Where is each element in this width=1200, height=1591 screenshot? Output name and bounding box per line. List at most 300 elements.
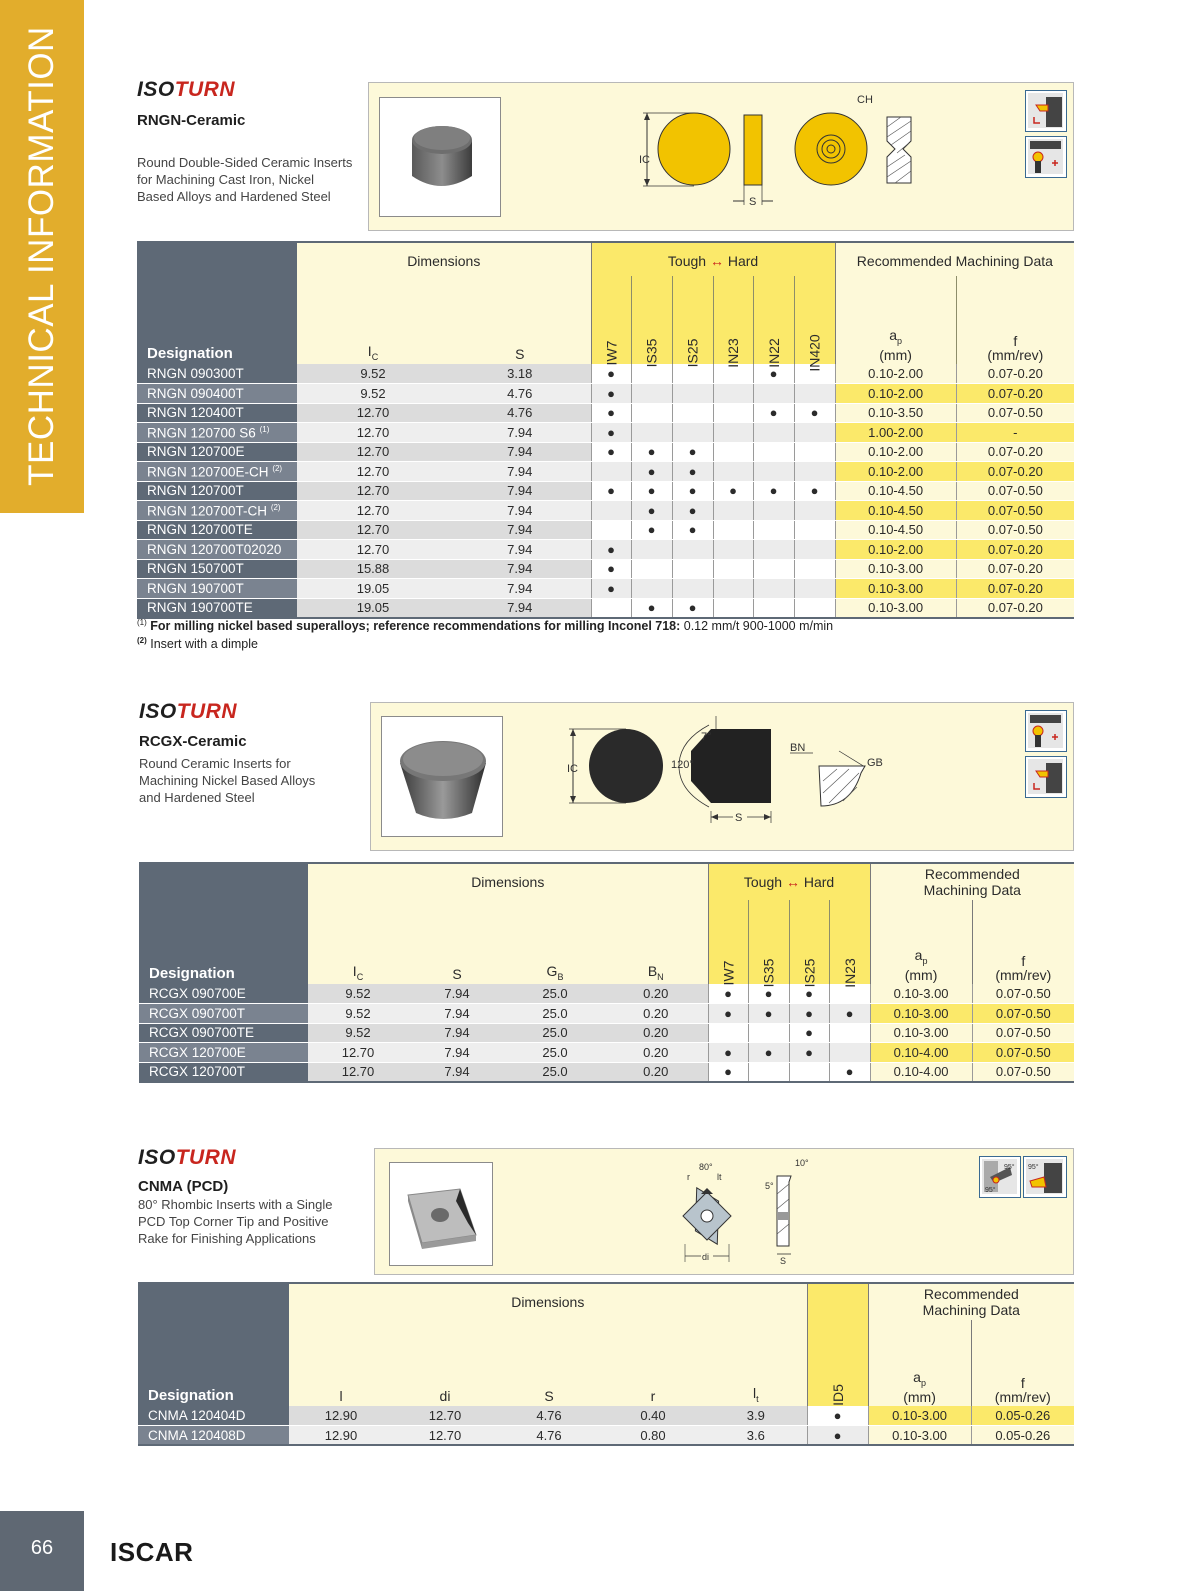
isoturn-logo: ISOTURN xyxy=(138,1146,237,1169)
grade-header: ID5 xyxy=(807,1320,868,1406)
table-row xyxy=(137,501,1074,521)
grade-mark-cell xyxy=(591,462,631,482)
grade-mark-cell: ● xyxy=(829,1062,870,1082)
lt-cell: 3.6 xyxy=(705,1426,807,1446)
grade-mark-cell xyxy=(753,384,794,404)
isoturn-logo: ISOTURN xyxy=(137,78,236,101)
grade-mark-cell: ● xyxy=(807,1406,868,1426)
grade-mark-cell xyxy=(713,442,753,462)
svg-text:120°: 120° xyxy=(671,759,694,771)
ic-cell: 19.05 xyxy=(297,598,449,618)
grade-mark-cell xyxy=(829,1043,870,1063)
grade-mark-cell: ● xyxy=(591,423,631,443)
grade-mark-cell: ● xyxy=(591,540,631,560)
f-cell: 0.07-0.20 xyxy=(956,598,1074,618)
ic-cell: 12.70 xyxy=(308,1043,408,1063)
grade-mark-cell: ● xyxy=(672,501,713,521)
ic-cell: 12.70 xyxy=(297,423,449,443)
ap-cell: 0.10-2.00 xyxy=(835,364,956,384)
ic-cell: 12.70 xyxy=(297,540,449,560)
ap-cell: 0.10-3.00 xyxy=(835,579,956,599)
cnma-dimensions-header: Dimensions xyxy=(289,1283,807,1320)
designation-cell: RCGX 090700TE xyxy=(139,1023,308,1043)
grade-mark-cell: ● xyxy=(753,481,794,501)
ic-cell: 12.70 xyxy=(297,403,449,423)
cnma-image-panel xyxy=(374,1148,1074,1275)
grade-mark-cell xyxy=(631,540,672,560)
svg-text:10°: 10° xyxy=(795,1158,809,1168)
grade-mark-cell: ● xyxy=(708,1043,748,1063)
grade-mark-cell: ● xyxy=(708,1004,748,1024)
rngn-designation-header: Designation xyxy=(137,242,297,364)
grade-mark-cell: ● xyxy=(591,364,631,384)
grade-mark-cell: ● xyxy=(794,403,835,423)
svg-text:95°: 95° xyxy=(1004,1164,1015,1171)
grade-mark-cell: ● xyxy=(672,481,713,501)
grade-mark-cell xyxy=(631,579,672,599)
s-cell: 7.94 xyxy=(449,423,591,443)
f-cell: 0.07-0.20 xyxy=(956,559,1074,579)
cnma-insert-photo xyxy=(389,1162,493,1266)
rcgx-bn-header: $B_N$ xyxy=(604,900,708,984)
grade-mark-cell xyxy=(794,384,835,404)
rngn-table xyxy=(137,241,1074,619)
svg-text:95°: 95° xyxy=(985,1187,996,1194)
grade-mark-cell: ● xyxy=(708,1062,748,1082)
grade-mark-cell: ● xyxy=(789,1023,829,1043)
f-cell: 0.05-0.26 xyxy=(971,1426,1074,1446)
grade-mark-cell: ● xyxy=(789,1043,829,1063)
di-cell: 12.70 xyxy=(393,1406,497,1426)
rcgx-drawing xyxy=(561,711,911,843)
grade-mark-cell: ● xyxy=(672,462,713,482)
grade-mark-cell xyxy=(672,423,713,443)
grade-mark-cell xyxy=(591,598,631,618)
ap-cell: 0.10-4.00 xyxy=(870,1043,972,1063)
grade-mark-cell xyxy=(748,1062,789,1082)
table-row xyxy=(137,481,1074,501)
ap-cell: 0.10-3.00 xyxy=(868,1426,971,1446)
gb-cell: 25.0 xyxy=(506,1023,604,1043)
designation-cell: RNGN 120700T-CH $^{(2)}$ xyxy=(137,501,297,521)
s-cell: 7.94 xyxy=(408,1062,506,1082)
svg-text:80°: 80° xyxy=(699,1162,713,1172)
grade-mark-cell xyxy=(713,501,753,521)
grade-mark-cell: ● xyxy=(631,462,672,482)
grade-mark-cell: ● xyxy=(753,364,794,384)
bn-cell: 0.20 xyxy=(604,1043,708,1063)
ap-cell: 0.10-3.00 xyxy=(870,1004,972,1024)
rcgx-tough-hard-header: Tough ↔ Hard xyxy=(708,863,870,900)
grade-mark-cell xyxy=(753,442,794,462)
f-cell: 0.07-0.50 xyxy=(972,1004,1074,1024)
table-row xyxy=(137,403,1074,423)
grade-mark-cell xyxy=(753,559,794,579)
s-cell: 7.94 xyxy=(408,1043,506,1063)
grade-mark-cell xyxy=(753,598,794,618)
l-cell: 12.90 xyxy=(289,1426,393,1446)
grade-mark-cell: ● xyxy=(631,442,672,462)
designation-cell: RCGX 090700E xyxy=(139,984,308,1004)
grade-mark-cell: ● xyxy=(631,598,672,618)
ap-cell: 0.10-4.50 xyxy=(835,481,956,501)
grade-mark-cell: ● xyxy=(591,559,631,579)
s-cell: 7.94 xyxy=(449,579,591,599)
s-cell: 7.94 xyxy=(408,984,506,1004)
grade-mark-cell: ● xyxy=(591,481,631,501)
table-row xyxy=(137,559,1074,579)
grade-header: IS35 xyxy=(631,276,672,364)
ic-cell: 12.70 xyxy=(297,520,449,540)
ap-cell: 0.10-3.00 xyxy=(870,984,972,1004)
grade-mark-cell: ● xyxy=(794,481,835,501)
grade-mark-cell xyxy=(672,540,713,560)
designation-cell: RNGN 120700T02020 xyxy=(137,540,297,560)
rcgx-title: RCGX-Ceramic xyxy=(139,733,247,750)
rcgx-description: Round Ceramic Inserts for Machining Nickel Based Alloys and Hardened Steel xyxy=(139,756,316,805)
grade-mark-cell: ● xyxy=(748,984,789,1004)
grade-mark-cell xyxy=(591,501,631,521)
grade-mark-cell xyxy=(713,579,753,599)
grade-mark-cell xyxy=(794,520,835,540)
f-cell: 0.07-0.20 xyxy=(956,462,1074,482)
grade-mark-cell: ● xyxy=(807,1426,868,1446)
cnma-ap-header: $a_p$ (mm) xyxy=(868,1320,971,1406)
ap-cell: 1.00-2.00 xyxy=(835,423,956,443)
f-cell: 0.07-0.50 xyxy=(972,984,1074,1004)
ap-cell: 0.10-2.00 xyxy=(835,462,956,482)
grade-mark-cell xyxy=(631,423,672,443)
table-row xyxy=(137,462,1074,482)
designation-cell: RCGX 120700E xyxy=(139,1043,308,1063)
ap-cell: 0.10-3.50 xyxy=(835,403,956,423)
grade-mark-cell xyxy=(789,1062,829,1082)
gb-cell: 25.0 xyxy=(506,1062,604,1082)
ic-cell: 9.52 xyxy=(308,1023,408,1043)
cnma-lt-header: $l_t$ xyxy=(705,1320,807,1406)
rngn-footnote-2: $^{(2)}$ Insert with a dimple xyxy=(137,636,258,652)
table-row xyxy=(138,1406,1074,1426)
grade-mark-cell xyxy=(753,462,794,482)
ap-cell: 0.10-2.00 xyxy=(835,540,956,560)
s-cell: 4.76 xyxy=(497,1426,601,1446)
grade-mark-cell xyxy=(753,423,794,443)
grade-mark-cell: ● xyxy=(708,984,748,1004)
grade-mark-cell xyxy=(753,540,794,560)
designation-cell: RNGN 150700T xyxy=(137,559,297,579)
grade-mark-cell xyxy=(672,384,713,404)
gb-cell: 25.0 xyxy=(506,1004,604,1024)
isoturn-logo: ISOTURN xyxy=(139,700,238,723)
grade-mark-cell xyxy=(631,559,672,579)
svg-text:7°: 7° xyxy=(701,731,712,743)
grade-mark-cell xyxy=(794,423,835,443)
r-cell: 0.40 xyxy=(601,1406,705,1426)
ap-cell: 0.10-4.50 xyxy=(835,520,956,540)
designation-cell: RCGX 120700T xyxy=(139,1062,308,1082)
ic-cell: 12.70 xyxy=(297,462,449,482)
cnma-f-header: f (mm/rev) xyxy=(971,1320,1074,1406)
cnma-s-header: S xyxy=(497,1320,601,1406)
ap-cell: 0.10-2.00 xyxy=(835,384,956,404)
grade-mark-cell: ● xyxy=(672,598,713,618)
grade-mark-cell xyxy=(631,403,672,423)
rngn-ic-header: $I_C$ xyxy=(297,276,449,364)
svg-text:5°: 5° xyxy=(765,1181,774,1191)
grade-mark-cell xyxy=(591,520,631,540)
grade-mark-cell xyxy=(753,501,794,521)
rcgx-dimensions-header: Dimensions xyxy=(308,863,708,900)
rngn-s-header: S xyxy=(449,276,591,364)
svg-text:S: S xyxy=(735,812,743,824)
grade-header: IN420 xyxy=(794,276,835,364)
grade-mark-cell xyxy=(713,384,753,404)
designation-cell: RNGN 120700E-CH $^{(2)}$ xyxy=(137,462,297,482)
svg-text:S: S xyxy=(780,1256,787,1266)
rngn-title: RNGN-Ceramic xyxy=(137,112,246,129)
rngn-f-header: f (mm/rev) xyxy=(956,276,1074,364)
side-label: TECHNICAL INFORMATION xyxy=(22,26,61,486)
grade-mark-cell xyxy=(794,598,835,618)
di-cell: 12.70 xyxy=(393,1426,497,1446)
ap-cell: 0.10-2.00 xyxy=(835,442,956,462)
ic-cell: 12.70 xyxy=(308,1062,408,1082)
grade-mark-cell xyxy=(672,403,713,423)
grade-mark-cell xyxy=(672,579,713,599)
designation-cell: RNGN 120400T xyxy=(137,403,297,423)
cnma-drawing xyxy=(665,1154,845,1269)
designation-cell: RNGN 120700T xyxy=(137,481,297,501)
ic-cell: 12.70 xyxy=(297,442,449,462)
f-cell: 0.07-0.50 xyxy=(956,520,1074,540)
f-cell: 0.07-0.50 xyxy=(972,1023,1074,1043)
l-cell: 12.90 xyxy=(289,1406,393,1426)
designation-cell: RNGN 120700E xyxy=(137,442,297,462)
operation-icon-1 xyxy=(1025,756,1067,798)
operation-icon-2 xyxy=(1025,136,1067,178)
s-cell: 7.94 xyxy=(449,598,591,618)
operation-icon-95-right xyxy=(1023,1156,1067,1198)
s-cell: 7.94 xyxy=(449,481,591,501)
grade-mark-cell: ● xyxy=(672,442,713,462)
grade-mark-cell xyxy=(713,520,753,540)
rngn-footnote-1: $^{(1)}$ For milling nickel based superalloys; reference recommendations for milling Inconel 718: 0.12 mm/t 900-1000 m/min xyxy=(137,618,834,634)
grade-mark-cell: ● xyxy=(748,1043,789,1063)
grade-mark-cell xyxy=(753,520,794,540)
f-cell: 0.05-0.26 xyxy=(971,1406,1074,1426)
svg-text:GB: GB xyxy=(867,757,883,769)
svg-text:lt: lt xyxy=(717,1172,722,1182)
svg-text:r: r xyxy=(687,1172,690,1182)
s-label: S xyxy=(749,196,757,208)
f-cell: 0.07-0.20 xyxy=(956,442,1074,462)
grade-mark-cell xyxy=(713,462,753,482)
rngn-description: Round Double-Sided Ceramic Inserts for Machining Cast Iron, Nickel Based Alloys and Hardened Steel xyxy=(137,155,353,204)
s-cell: 7.94 xyxy=(449,540,591,560)
f-cell: 0.07-0.50 xyxy=(956,501,1074,521)
s-cell: 7.94 xyxy=(449,462,591,482)
ic-cell: 9.52 xyxy=(297,364,449,384)
table-row xyxy=(137,520,1074,540)
table-row xyxy=(138,1426,1074,1446)
rcgx-recommended-header: Recommended Machining Data xyxy=(870,863,1074,900)
rcgx-f-header: f (mm/rev) xyxy=(972,900,1074,984)
ap-cell: 0.10-3.00 xyxy=(835,598,956,618)
f-cell: 0.07-0.20 xyxy=(956,364,1074,384)
cnma-title: CNMA (PCD) xyxy=(138,1178,229,1195)
r-cell: 0.80 xyxy=(601,1426,705,1446)
rngn-recommended-header: Recommended Machining Data xyxy=(835,242,1074,276)
operation-icon-1 xyxy=(1025,90,1067,132)
gb-cell: 25.0 xyxy=(506,984,604,1004)
cnma-description: 80° Rhombic Inserts with a Single PCD Top Corner Tip and Positive Rake for Finishing Applications xyxy=(138,1197,333,1246)
cnma-l-header: l xyxy=(289,1320,393,1406)
grade-mark-cell xyxy=(829,1023,870,1043)
cnma-table xyxy=(138,1282,1074,1446)
rngn-image-panel xyxy=(368,82,1074,231)
grade-mark-cell: ● xyxy=(789,1004,829,1024)
ap-cell: 0.10-4.50 xyxy=(835,501,956,521)
ic-cell: 12.70 xyxy=(297,481,449,501)
ic-cell: 15.88 xyxy=(297,559,449,579)
table-row xyxy=(139,1004,1074,1024)
s-cell: 7.94 xyxy=(449,520,591,540)
grade-mark-cell: ● xyxy=(591,384,631,404)
grade-mark-cell: ● xyxy=(631,520,672,540)
bn-cell: 0.20 xyxy=(604,984,708,1004)
page-number-box xyxy=(0,1511,84,1591)
table-row xyxy=(137,442,1074,462)
cnma-di-header: di xyxy=(393,1320,497,1406)
table-row xyxy=(137,598,1074,618)
s-cell: 7.94 xyxy=(408,1004,506,1024)
svg-text:BN: BN xyxy=(790,742,806,754)
table-row xyxy=(139,1062,1074,1082)
grade-mark-cell xyxy=(794,559,835,579)
rcgx-image-panel xyxy=(370,702,1074,851)
f-cell: 0.07-0.50 xyxy=(956,481,1074,501)
table-row xyxy=(137,540,1074,560)
grade-header: IW7 xyxy=(708,900,748,984)
bn-cell: 0.20 xyxy=(604,1023,708,1043)
grade-mark-cell xyxy=(794,501,835,521)
ap-cell: 0.10-3.00 xyxy=(835,559,956,579)
grade-mark-cell: ● xyxy=(591,442,631,462)
s-cell: 3.18 xyxy=(449,364,591,384)
s-cell: 7.94 xyxy=(449,442,591,462)
table-row xyxy=(137,423,1074,443)
f-cell: 0.07-0.20 xyxy=(956,579,1074,599)
grade-mark-cell: ● xyxy=(672,520,713,540)
ch-label: CH xyxy=(857,94,873,106)
table-row xyxy=(139,984,1074,1004)
rngn-ap-header: $a_p$ (mm) xyxy=(835,276,956,364)
rcgx-ap-header: $a_p$ (mm) xyxy=(870,900,972,984)
grade-header: IN23 xyxy=(829,900,870,984)
designation-cell: RNGN 190700T xyxy=(137,579,297,599)
svg-text:IC: IC xyxy=(567,763,578,775)
grade-mark-cell xyxy=(753,579,794,599)
operation-icon-95-left xyxy=(979,1156,1021,1198)
s-cell: 4.76 xyxy=(497,1406,601,1426)
table-row xyxy=(139,1023,1074,1043)
bn-cell: 0.20 xyxy=(604,1062,708,1082)
designation-cell: RNGN 120700 S6 $^{(1)}$ xyxy=(137,423,297,443)
ic-cell: 9.52 xyxy=(308,984,408,1004)
grade-mark-cell xyxy=(748,1023,789,1043)
grade-mark-cell: ● xyxy=(748,1004,789,1024)
grade-mark-cell: ● xyxy=(591,579,631,599)
grade-mark-cell: ● xyxy=(829,1004,870,1024)
f-cell: 0.07-0.20 xyxy=(956,384,1074,404)
ic-label: IC xyxy=(639,154,650,166)
grade-mark-cell xyxy=(708,1023,748,1043)
cnma-recommended-header: Recommended Machining Data xyxy=(868,1283,1074,1320)
grade-mark-cell xyxy=(794,540,835,560)
grade-mark-cell: ● xyxy=(631,501,672,521)
rcgx-designation-header: Designation xyxy=(139,863,308,984)
grade-header: IN23 xyxy=(713,276,753,364)
grade-mark-cell xyxy=(713,540,753,560)
cnma-grade-top xyxy=(807,1283,868,1320)
svg-text:di: di xyxy=(702,1252,710,1262)
grade-header: IW7 xyxy=(591,276,631,364)
cnma-r-header: r xyxy=(601,1320,705,1406)
table-row xyxy=(139,1043,1074,1063)
grade-mark-cell xyxy=(713,559,753,579)
s-cell: 4.76 xyxy=(449,384,591,404)
grade-mark-cell xyxy=(713,598,753,618)
ap-cell: 0.10-4.00 xyxy=(870,1062,972,1082)
rcgx-table xyxy=(139,862,1074,1083)
designation-cell: RNGN 120700TE xyxy=(137,520,297,540)
grade-mark-cell: ● xyxy=(591,403,631,423)
designation-cell: RNGN 090300T xyxy=(137,364,297,384)
grade-header: IS25 xyxy=(672,276,713,364)
f-cell: - xyxy=(956,423,1074,443)
lt-cell: 3.9 xyxy=(705,1406,807,1426)
grade-mark-cell xyxy=(713,423,753,443)
gb-cell: 25.0 xyxy=(506,1043,604,1063)
grade-mark-cell xyxy=(713,403,753,423)
grade-header: IS25 xyxy=(789,900,829,984)
rngn-dimensions-header: Dimensions xyxy=(297,242,591,276)
designation-cell: RNGN 090400T xyxy=(137,384,297,404)
designation-cell: RCGX 090700T xyxy=(139,1004,308,1024)
f-cell: 0.07-0.50 xyxy=(972,1043,1074,1063)
grade-mark-cell xyxy=(794,462,835,482)
table-row xyxy=(137,579,1074,599)
grade-mark-cell: ● xyxy=(631,481,672,501)
grade-header: IN22 xyxy=(753,276,794,364)
grade-mark-cell xyxy=(794,442,835,462)
ap-cell: 0.10-3.00 xyxy=(870,1023,972,1043)
grade-mark-cell xyxy=(672,559,713,579)
f-cell: 0.07-0.50 xyxy=(972,1062,1074,1082)
brand-name: ISCAR xyxy=(110,1537,194,1567)
ic-cell: 19.05 xyxy=(297,579,449,599)
s-cell: 7.94 xyxy=(449,501,591,521)
page-number: 66 xyxy=(30,1537,54,1559)
designation-cell: CNMA 120404D xyxy=(138,1406,289,1426)
grade-mark-cell xyxy=(631,384,672,404)
f-cell: 0.07-0.50 xyxy=(956,403,1074,423)
grade-mark-cell: ● xyxy=(713,481,753,501)
rcgx-s-header: S xyxy=(408,900,506,984)
svg-text:95°: 95° xyxy=(1028,1164,1039,1171)
rcgx-gb-header: $G_B$ xyxy=(506,900,604,984)
bn-cell: 0.20 xyxy=(604,1004,708,1024)
